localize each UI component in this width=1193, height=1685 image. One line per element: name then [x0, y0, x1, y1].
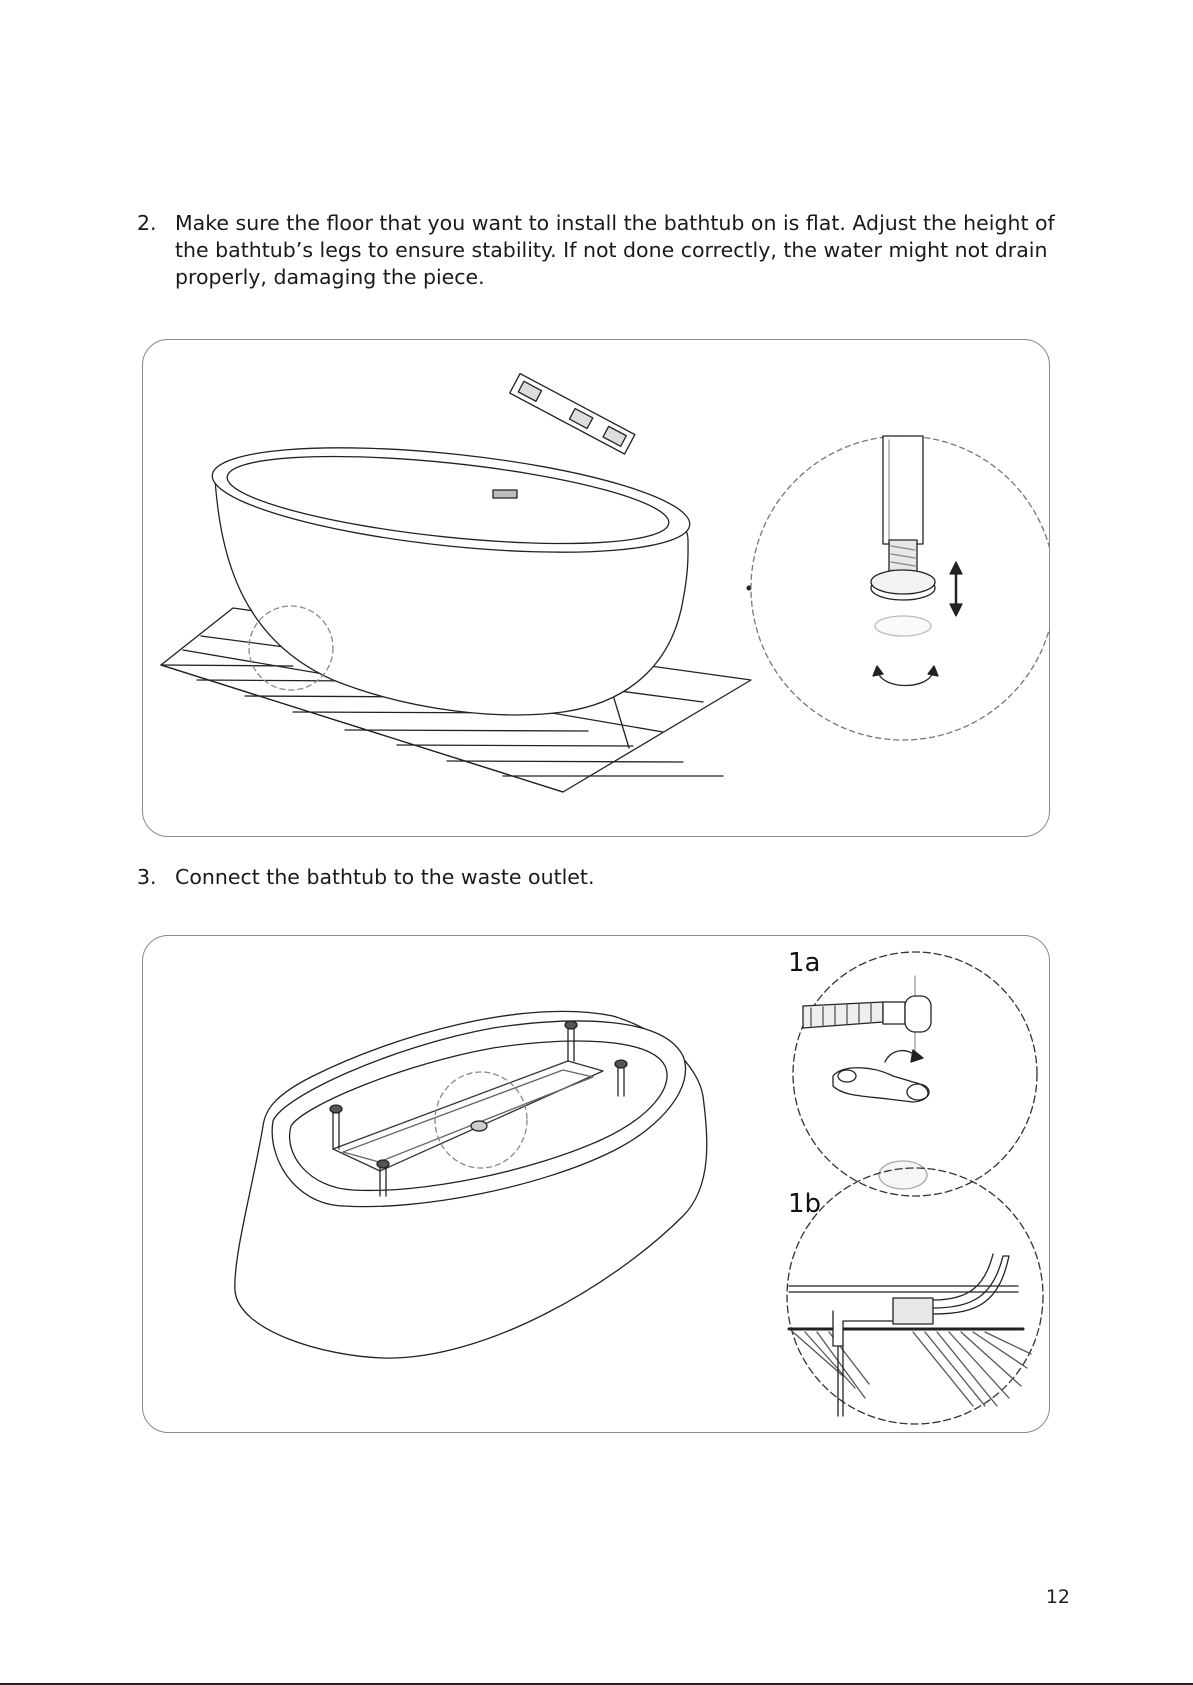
step-number: 2.: [137, 211, 157, 235]
label-1a: 1a: [788, 948, 821, 978]
bathtub-underside: [235, 1011, 707, 1358]
leg-zoom-view: [749, 436, 1049, 740]
waste-outlet-illustration: [143, 936, 1049, 1432]
step-text: Make sure the floor that you want to install the bathtub on is flat. Adjust the height of the bathtub’s legs to ensure stability. If not done correctly, the water might not drain properly, damaging the piece.: [175, 211, 1055, 289]
zoom-view-1a: [788, 948, 1037, 1196]
figure-waste-outlet: [142, 935, 1050, 1433]
step-2: [137, 210, 1057, 291]
figure-leveling: [142, 339, 1050, 837]
page-number: 12: [1045, 1586, 1070, 1608]
step-3: [137, 864, 1057, 891]
spirit-level: [510, 374, 635, 454]
leveling-illustration: [143, 340, 1049, 836]
zoom-view-1b: [787, 1168, 1043, 1424]
step-text: Connect the bathtub to the waste outlet.: [175, 865, 595, 889]
step-number: 3.: [137, 865, 157, 889]
label-1b: 1b: [788, 1189, 822, 1219]
